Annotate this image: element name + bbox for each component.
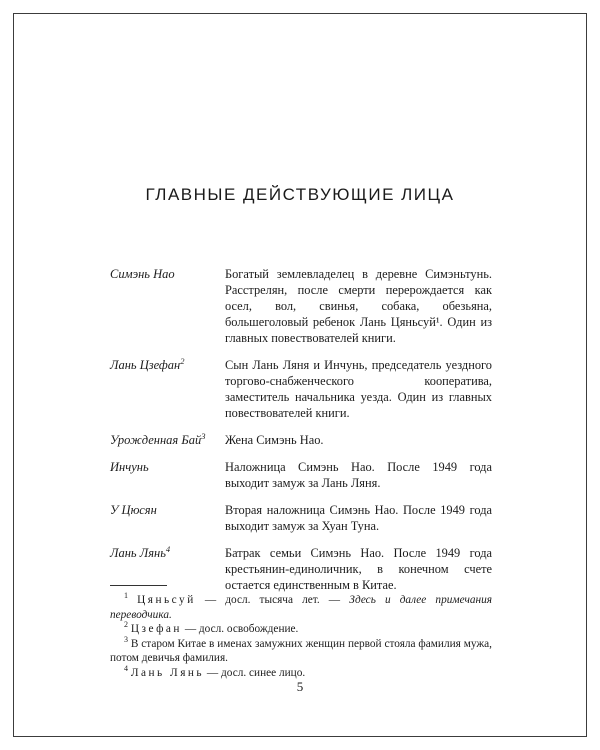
footnote-ref: 4 <box>165 543 171 554</box>
character-name-text: Лань Цзефан <box>110 358 181 372</box>
character-entry <box>110 357 492 421</box>
footnote-marker: 4 <box>124 663 128 673</box>
footnote <box>110 622 492 637</box>
character-entry <box>110 432 492 448</box>
character-name <box>110 459 225 475</box>
character-description: Наложница Симэнь Нао. После 1949 года выходит замуж за Лань Ляня. <box>225 460 492 490</box>
footnote-ref: 3 <box>201 430 206 441</box>
character-entry <box>110 502 492 534</box>
page-title: ГЛАВНЫЕ ДЕЙСТВУЮЩИЕ ЛИЦА <box>145 185 455 204</box>
character-description: Жена Симэнь Нао. <box>225 433 324 447</box>
footnote-term: Лань Лянь <box>130 666 205 679</box>
translator-note: Здесь и далее примечания переводчика. <box>110 594 492 621</box>
character-description: Сын Лань Ляня и Инчунь, председатель уездного торгово-снабженческого кооператива, заместитель начальника уезда. Один из главных повествователей книги. <box>225 358 492 420</box>
character-name <box>110 266 225 282</box>
footnote <box>110 663 492 681</box>
footnote-text: — досл. синее лицо. <box>206 666 306 679</box>
footnote-marker: 1 <box>124 591 128 601</box>
footnote-ref: 2 <box>180 355 185 366</box>
footnote <box>110 634 492 666</box>
footnote-divider <box>110 585 167 586</box>
footnote-term: Цзефан <box>130 623 182 635</box>
footnote <box>110 593 492 622</box>
character-description: Богатый землевладелец в деревне Симэньтунь. Расстрелян, после смерти перерождается как осел, вол, свинья, собака, обезьяна, большеголовый ребенок Лань Цяньсуй¹. Один из главных повествователей книги. <box>225 267 492 345</box>
character-name <box>110 357 225 373</box>
character-list <box>110 266 492 604</box>
character-name <box>110 545 225 561</box>
footnote-text: — досл. тысяча лет. — <box>204 594 341 606</box>
character-description: Батрак семьи Симэнь Нао. После 1949 года крестьянин-единоличник, в конечном счете остается единственным в Китае. <box>225 546 492 592</box>
character-entry <box>110 459 492 491</box>
footnote-text: В старом Китае в именах замужних женщин первой стояла фамилия мужа, потом девичья фамилия. <box>110 637 492 664</box>
character-name-text: Симэнь Нао <box>110 267 175 281</box>
page-number: 5 <box>296 679 304 694</box>
footnote-marker: 2 <box>124 620 128 630</box>
character-name-text: Урожденная Бай <box>110 433 202 447</box>
footnotes-section <box>110 585 492 680</box>
character-name-text: Лань Лянь <box>110 546 166 560</box>
character-name <box>110 502 225 518</box>
character-name-text: Инчунь <box>110 460 149 474</box>
footnote-marker: 3 <box>124 634 128 644</box>
footnote-text: — досл. освобождение. <box>184 623 299 635</box>
character-name <box>110 432 225 448</box>
footnote-term: Цяньсуй <box>137 594 196 606</box>
character-name-text: У Цюсян <box>110 503 157 517</box>
character-entry <box>110 266 492 346</box>
character-description: Вторая наложница Симэнь Нао. После 1949 года выходит замуж за Хуан Туна. <box>225 503 492 533</box>
